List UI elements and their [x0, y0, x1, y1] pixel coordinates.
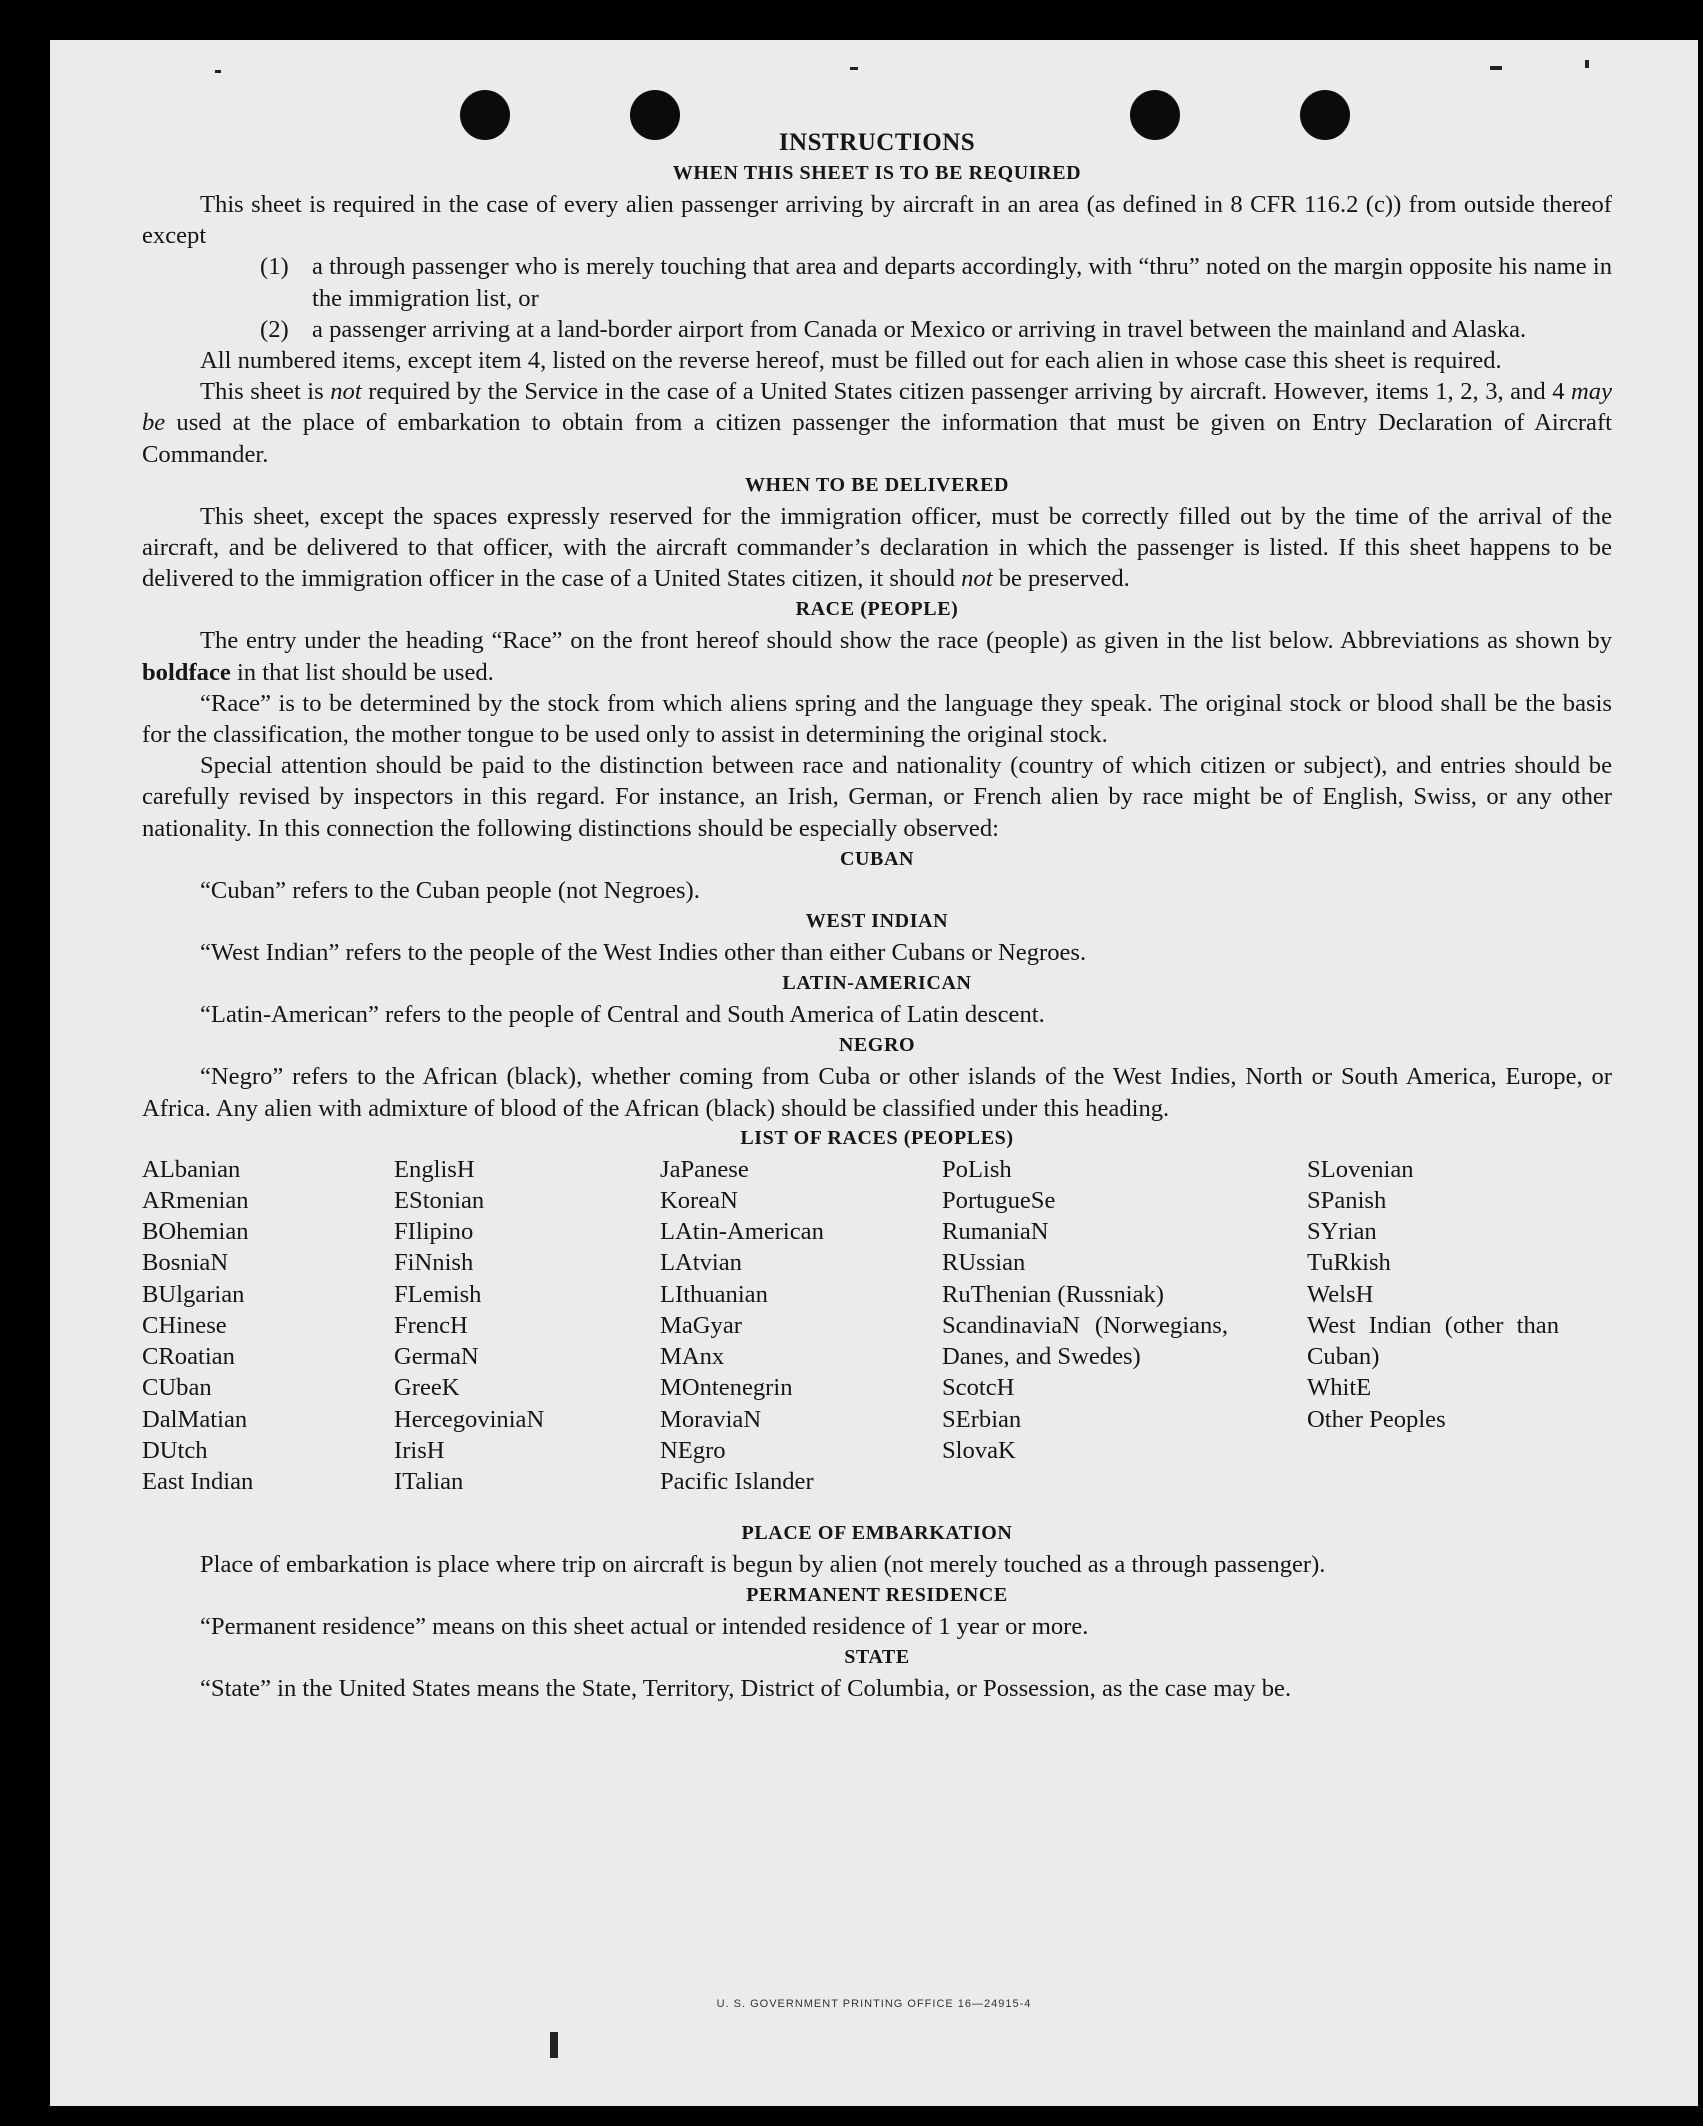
item-text: a passenger arriving at a land-border airport from Canada or Mexico or arriving in travel between the mainland and Alaska. [312, 315, 1527, 343]
heading-latin-american: LATIN-AMERICAN [782, 972, 972, 995]
race-entry: CUban [142, 1374, 212, 1402]
race-entry: Other Peoples [1307, 1405, 1446, 1433]
race-entry: MOntenegrin [660, 1374, 793, 1402]
race-entry: MoraviaN [660, 1405, 762, 1433]
race-entry: HercegoviniaN [394, 1405, 545, 1433]
state-text: “State” in the United States means the State, Territory, District of Columbia, or Possession, as the case may be. [200, 1675, 1292, 1703]
item-number: (2) [260, 315, 289, 343]
scan-speck [215, 70, 221, 73]
race-entry: ScotcH [942, 1374, 1015, 1402]
race-entry: LAtvian [660, 1249, 742, 1277]
scan-speck [1490, 66, 1502, 70]
cuban-text: “Cuban” refers to the Cuban people (not Negroes). [200, 876, 700, 904]
race-entry: PortugueSe [942, 1187, 1056, 1215]
race-entry: NEgro [660, 1436, 726, 1464]
race-entry: IrisH [394, 1436, 445, 1464]
race-entry: SYrian [1307, 1218, 1377, 1246]
race-entry: East Indian [142, 1467, 254, 1495]
embarkation-text: Place of embarkation is place where trip on aircraft is begun by alien (not merely touched as a through passenger). [200, 1550, 1326, 1578]
item-number: (1) [260, 253, 289, 281]
race-entry: FLemish [394, 1280, 482, 1308]
latin-american-text: “Latin-American” refers to the people of Central and South America of Latin descent. [200, 1001, 1045, 1029]
race-entry: Pacific Islander [660, 1467, 814, 1495]
race-column-5 [1307, 1154, 1559, 1435]
race-entry: RumaniaN [942, 1218, 1049, 1246]
race-entry: BosniaN [142, 1249, 229, 1277]
heading-list-of-races: LIST OF RACES (PEOPLES) [740, 1126, 1014, 1149]
scan-speck [550, 2032, 558, 2058]
heading-state: STATE [844, 1646, 910, 1669]
required-intro: This sheet is required in the case of every alien passenger arriving by aircraft in an area (as defined in 8 CFR 116.2 (c)) from outside thereof except [142, 191, 1612, 250]
race-entry: PoLish [942, 1155, 1012, 1183]
item-text: a through passenger who is merely touching that area and departs accordingly, with “thru” noted on the margin opposite his name in the immigration list, or [312, 253, 1612, 312]
race-paragraph-2: “Race” is to be determined by the stock from which aliens spring and the language they speak. The original stock or blood shall be the basis for the classification, the mother tongue to be used only to assist in determining the original stock. [142, 689, 1612, 749]
delivered-paragraph: This sheet, except the spaces expressly reserved for the immigration officer, must be correctly filled out by the time of the arrival of the aircraft, and be delivered to that officer, with the aircraft commander’s declaration in which the passenger is listed. If this sheet happens to be delivered to the immigration officer in the case of a United States citizen, it should not be preserved. [142, 502, 1612, 593]
negro-text: “Negro” refers to the African (black), whether coming from Cuba or other islands of the West Indies, North or South America, Europe, or Africa. Any alien with admixture of blood of the African (black) should be classified under this heading. [142, 1063, 1612, 1122]
race-entry: WhitE [1307, 1374, 1372, 1402]
race-entry: ALbanian [142, 1155, 241, 1183]
race-entry: EStonian [394, 1187, 485, 1215]
race-entry: FIlipino [394, 1218, 474, 1246]
race-entry: FrencH [394, 1311, 468, 1339]
race-entry: BOhemian [142, 1218, 249, 1246]
instructions-content [142, 127, 1612, 1704]
required-paragraph-2: All numbered items, except item 4, listed on the reverse hereof, must be filled out for each alien in whose case this sheet is required. [200, 347, 1502, 375]
exception-item-2 [142, 314, 1612, 345]
required-paragraph-3: This sheet is not required by the Service in the case of a United States citizen passenger arriving by aircraft. However, items 1, 2, 3, and 4 may be used at the place of embarkation to obtain from a citizen passenger the information that must be given on Entry Declaration of Aircraft Commander. [142, 378, 1613, 468]
scan-speck [1585, 60, 1589, 68]
west-indian-text: “West Indian” refers to the people of the West Indies other than either Cubans or Negroes. [200, 939, 1087, 967]
printing-office-footer: U. S. GOVERNMENT PRINTING OFFICE 16—24915-4 [716, 1998, 1032, 2010]
race-column-1 [142, 1154, 253, 1497]
heading-west-indian: WEST INDIAN [805, 910, 949, 933]
heading-permanent-residence: PERMANENT RESIDENCE [746, 1584, 1008, 1607]
race-entry: TuRkish [1307, 1249, 1391, 1277]
race-entry: CHinese [142, 1311, 227, 1339]
race-entry: KoreaN [660, 1187, 738, 1215]
residence-text: “Permanent residence” means on this sheet actual or intended residence of 1 year or more. [200, 1613, 1089, 1641]
heading-place-of-embarkation: PLACE OF EMBARKATION [741, 1521, 1013, 1544]
race-entry: SLovenian [1307, 1155, 1414, 1183]
race-entry: MAnx [660, 1343, 725, 1371]
race-entry: MaGyar [660, 1311, 742, 1339]
race-entry: DUtch [142, 1436, 208, 1464]
race-entry: ScandinaviaN (Norwegians, Danes, and Swedes) [942, 1311, 1228, 1371]
heading-when-delivered: WHEN TO BE DELIVERED [744, 473, 1010, 496]
race-column-3 [660, 1154, 824, 1497]
race-entry: JaPanese [660, 1155, 749, 1183]
race-entry: LAtin-American [660, 1218, 824, 1246]
race-entry: RUssian [942, 1249, 1026, 1277]
race-entry: CRoatian [142, 1343, 235, 1371]
race-entry: DalMatian [142, 1405, 248, 1433]
page-title: INSTRUCTIONS [778, 129, 976, 156]
race-entry: WelsH [1307, 1280, 1374, 1308]
race-entry: LIthuanian [660, 1280, 768, 1308]
race-entry: BUlgarian [142, 1280, 245, 1308]
race-entry: FiNnish [394, 1249, 474, 1277]
race-entry: RuThenian (Russniak) [942, 1280, 1164, 1308]
race-entry: GreeK [394, 1374, 460, 1402]
race-entry: EnglisH [394, 1155, 475, 1183]
race-entry: ITalian [394, 1467, 464, 1495]
document-sheet [50, 40, 1698, 2106]
race-entry: SPanish [1307, 1187, 1387, 1215]
race-entry: West Indian (other than Cuban) [1307, 1311, 1559, 1371]
race-entry: SErbian [942, 1405, 1022, 1433]
race-list [142, 1154, 1612, 1518]
race-paragraph-1: The entry under the heading “Race” on the front hereof should show the race (people) as given in the list below. Abbreviations as shown by boldface in that list should be used. [142, 627, 1612, 686]
race-paragraph-3: Special attention should be paid to the distinction between race and nationality (country of which citizen or subject), and entries should be carefully revised by inspectors in this regard. For instance, an Irish, German, or French alien by race might be of English, Swiss, or any other nationality. In this connection the following distinctions should be especially observed: [142, 752, 1612, 842]
heading-race: RACE (PEOPLE) [795, 598, 959, 621]
race-entry: SlovaK [942, 1436, 1016, 1464]
heading-negro: NEGRO [838, 1034, 916, 1057]
heading-when-required: WHEN THIS SHEET IS TO BE REQUIRED [672, 162, 1082, 184]
race-column-2 [394, 1154, 544, 1497]
scan-speck [850, 67, 858, 70]
heading-cuban: CUBAN [839, 847, 915, 870]
exception-item-1 [142, 251, 1612, 313]
race-entry: GermaN [394, 1343, 479, 1371]
race-entry: ARmenian [142, 1187, 249, 1215]
race-column-4 [942, 1154, 1228, 1466]
